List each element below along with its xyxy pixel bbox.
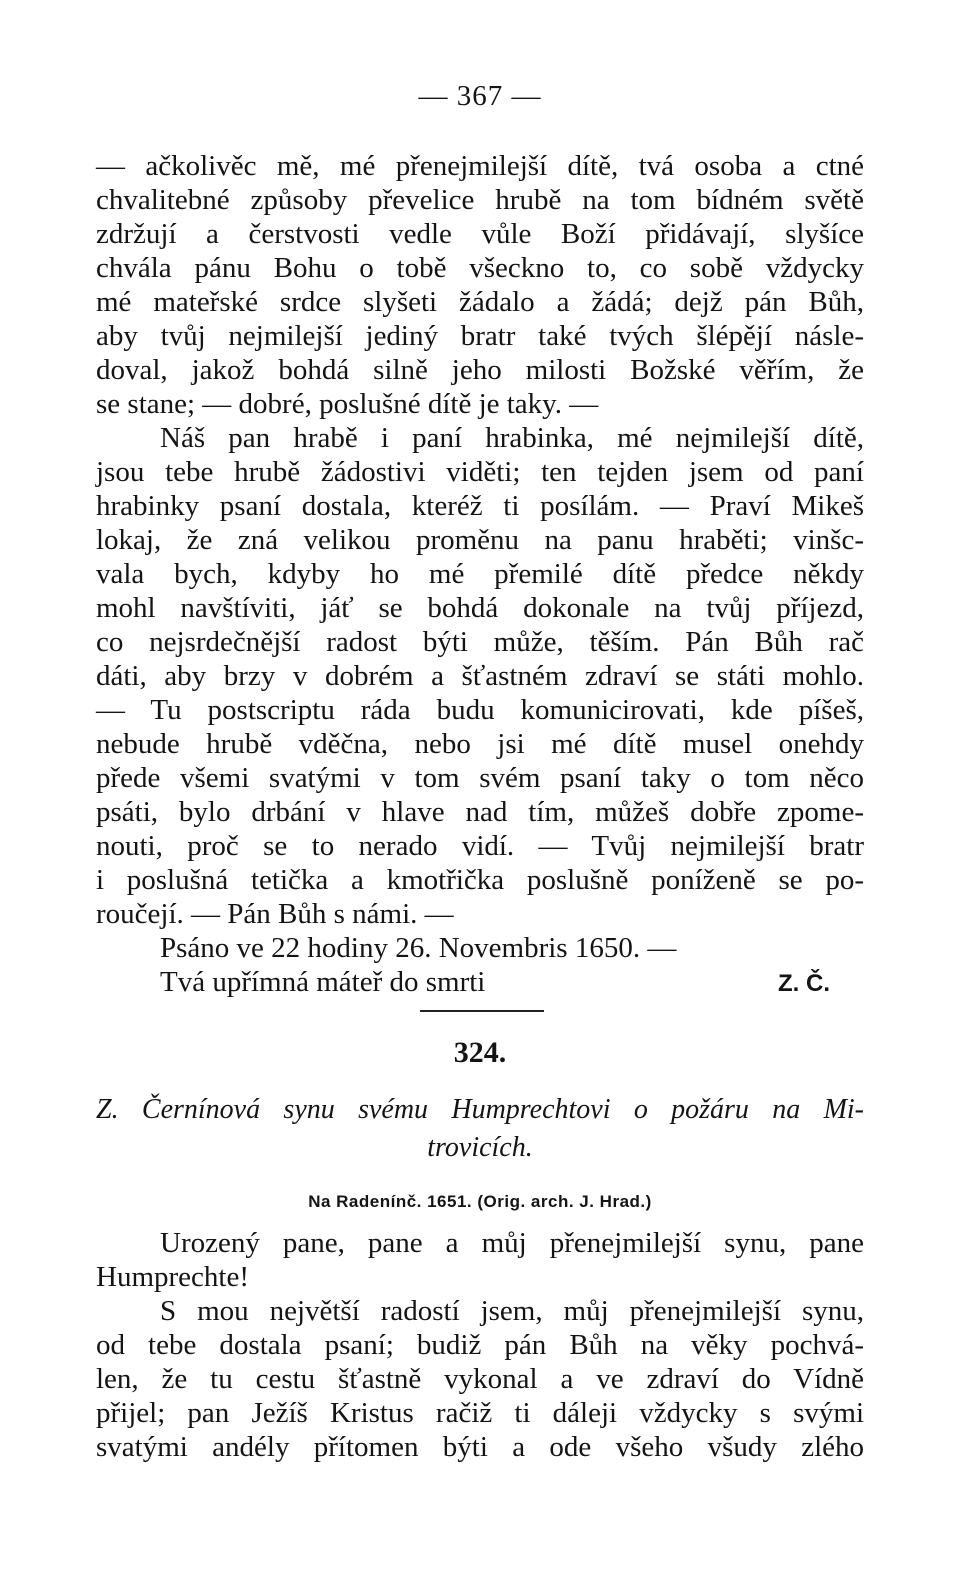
- closing-salutation: Tvá upřímná máteř do smrti: [160, 966, 486, 998]
- text-line: len, že tu cestu šťastně vykonal a ve zdraví do Vídně: [96, 1363, 864, 1395]
- text-line: Náš pan hrabě i paní hrabinka, mé nejmilejší dítě,: [160, 422, 864, 454]
- letter-heading-line: trovicích.: [427, 1132, 533, 1163]
- text-line: — Tu postscriptu ráda budu komunicirovati, kde píšeš,: [96, 694, 864, 726]
- text-line: zdržují a čerstvosti vedle vůle Boží přidávají, slyšíce: [96, 218, 864, 250]
- closing-date-line: Psáno ve 22 hodiny 26. Novembris 1650. —: [160, 932, 677, 964]
- text-line: dáti, aby brzy v dobrém a šťastném zdraví se státi mohlo.: [96, 660, 864, 692]
- text-line: chvalitebné způsoby převelice hrubě na tom bídném světě: [96, 184, 864, 216]
- text-line: Urozený pane, pane a můj přenejmilejší synu, pane: [160, 1227, 864, 1259]
- text-line: lokaj, že zná velikou proměnu na panu hraběti; vinšc-: [96, 524, 864, 556]
- text-line: co nejsrdečnější radost býti může, těším. Pán Bůh rač: [96, 626, 864, 658]
- text-line: od tebe dostala psaní; budiž pán Bůh na věky pochvá-: [96, 1329, 864, 1361]
- signature: Z. Č.: [778, 970, 830, 997]
- text-line: jsou tebe hrubě žádostivi viděti; ten tejden jsem od paní: [96, 456, 864, 488]
- letter-heading-line: Z. Černínová synu svému Humprechtovi o požáru na Mi-: [96, 1094, 864, 1125]
- text-line: S mou největší radostí jsem, můj přenejmilejší synu,: [160, 1295, 864, 1327]
- text-line: nouti, proč se to nerado vidí. — Tvůj nejmilejší bratr: [96, 830, 864, 862]
- page-number: — 367 —: [418, 80, 542, 112]
- text-line: svatými andély přítomen býti a ode všeho všudy zlého: [96, 1431, 864, 1463]
- text-line: mohl navštíviti, jáť se bohdá dokonale na tvůj příjezd,: [96, 592, 864, 624]
- text-line: i poslušná tetička a kmotřička poslušně poníženě se po-: [96, 864, 864, 896]
- text-line: nebude hrubě vděčna, nebo jsi mé dítě musel onehdy: [96, 728, 864, 760]
- text-line: — ačkolivěc mě, mé přenejmilejší dítě, tvá osoba a ctné: [96, 150, 864, 182]
- text-line: doval, jakož bohdá silně jeho milosti Božské věřím, že: [96, 354, 864, 386]
- text-line: hrabinky psaní dostala, kteréž ti posílám. — Praví Mikeš: [96, 490, 864, 522]
- dateline: Na Radenínč. 1651. (Orig. arch. J. Hrad.): [308, 1192, 652, 1211]
- text-line: psáti, bylo drbání v hlave nad tím, můžeš dobře zpome-: [96, 796, 864, 828]
- letter-number: 324.: [453, 1036, 507, 1069]
- text-line: roučejí. — Pán Bůh s námi. —: [96, 898, 454, 930]
- text-line: se stane; — dobré, poslušné dítě je taky. —: [96, 388, 599, 420]
- text-line: Humprechte!: [96, 1261, 249, 1293]
- text-line: mé mateřské srdce slyšeti žádalo a žádá; dejž pán Bůh,: [96, 286, 864, 318]
- text-line: chvála pánu Bohu o tobě všeckno to, co sobě vždycky: [96, 252, 864, 284]
- text-line: vala bych, kdyby ho mé přemilé dítě předce někdy: [96, 558, 864, 590]
- text-line: aby tvůj nejmilejší jediný bratr také tvých šlépějí násle-: [96, 320, 864, 352]
- section-divider: [420, 1010, 544, 1012]
- text-line: přede všemi svatými v tom svém psaní taky o tom něco: [96, 762, 864, 794]
- text-line: přijel; pan Ježíš Kristus račiž ti dáleji vždycky s svými: [96, 1397, 864, 1429]
